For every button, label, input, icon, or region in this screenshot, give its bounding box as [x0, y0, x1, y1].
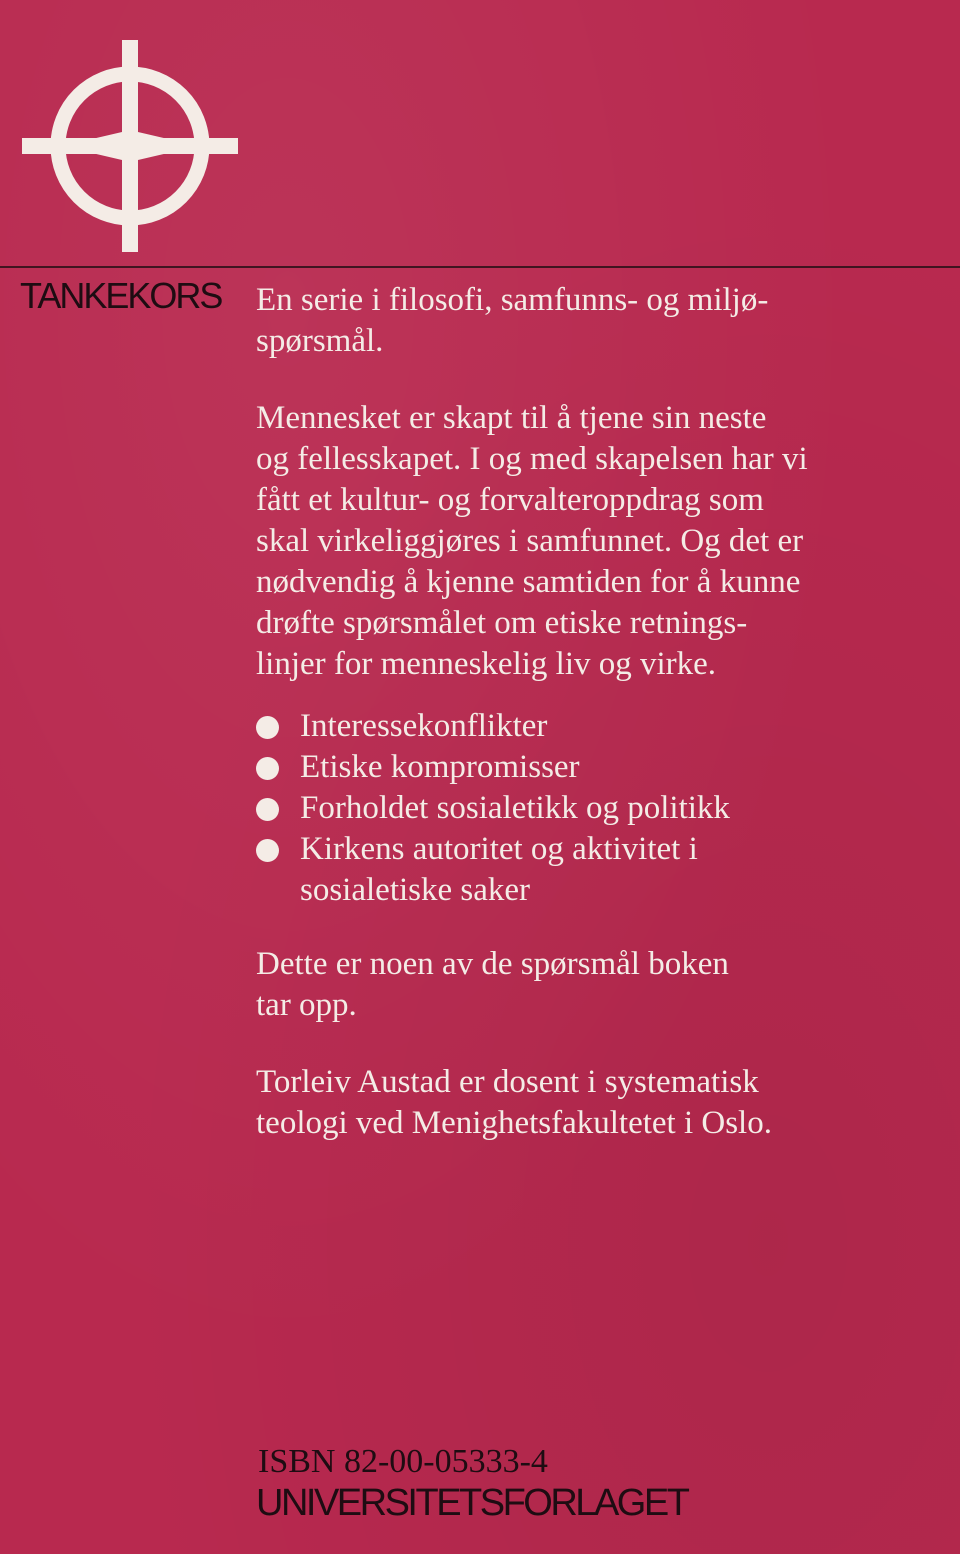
- topic-line: Etiske kompromisser: [300, 749, 580, 785]
- author-note: [256, 1062, 936, 1144]
- question-note: [256, 944, 936, 1026]
- bullet-icon: [256, 757, 279, 780]
- question-note-line: Dette er noen av de spørsmål boken: [256, 946, 729, 982]
- body-line: og fellesskapet. I og med skapelsen har vi: [256, 441, 808, 477]
- author-note-line: teologi ved Menighetsfakultetet i Oslo.: [256, 1105, 772, 1141]
- author-note-line: Torleiv Austad er dosent i systematisk: [256, 1064, 759, 1100]
- series-description-line: spørsmål.: [256, 323, 384, 359]
- topic-line: Interessekonflikter: [300, 708, 548, 744]
- bullet-icon: [256, 716, 279, 739]
- publisher-name: UNIVERSITETSFORLAGET: [256, 1482, 688, 1524]
- topic-item: [256, 788, 936, 829]
- series-description-line: En serie i filosofi, samfunns- og miljø-: [256, 282, 769, 318]
- series-name: TANKEKORS: [20, 275, 222, 316]
- question-note-line: tar opp.: [256, 987, 357, 1023]
- topic-item: [256, 829, 936, 911]
- topic-item: [256, 706, 936, 747]
- topic-item: [256, 747, 936, 788]
- body-line: drøfte spørsmålet om etiske retnings-: [256, 605, 748, 641]
- topic-list: [256, 706, 936, 911]
- series-description: [256, 280, 936, 362]
- circle-cross-icon: [22, 40, 238, 252]
- body-line: nødvendig å kjenne samtiden for å kunne: [256, 564, 801, 600]
- topic-line: sosialetiske saker: [300, 872, 531, 908]
- topic-line: Forholdet sosialetikk og politikk: [300, 790, 730, 826]
- body-line: skal virkeliggjøres i samfunnet. Og det er: [256, 523, 804, 559]
- topic-line: Kirkens autoritet og aktivitet i: [300, 831, 698, 867]
- bullet-icon: [256, 798, 279, 821]
- body-line: fått et kultur- og forvalteroppdrag som: [256, 482, 764, 518]
- body-line: linjer for menneskelig liv og virke.: [256, 646, 717, 682]
- bullet-icon: [256, 839, 279, 862]
- body-paragraph: [256, 398, 936, 685]
- isbn-number: ISBN 82-00-05333-4: [258, 1443, 548, 1480]
- divider-rule: [0, 266, 960, 268]
- body-line: Mennesket er skapt til å tjene sin neste: [256, 400, 767, 436]
